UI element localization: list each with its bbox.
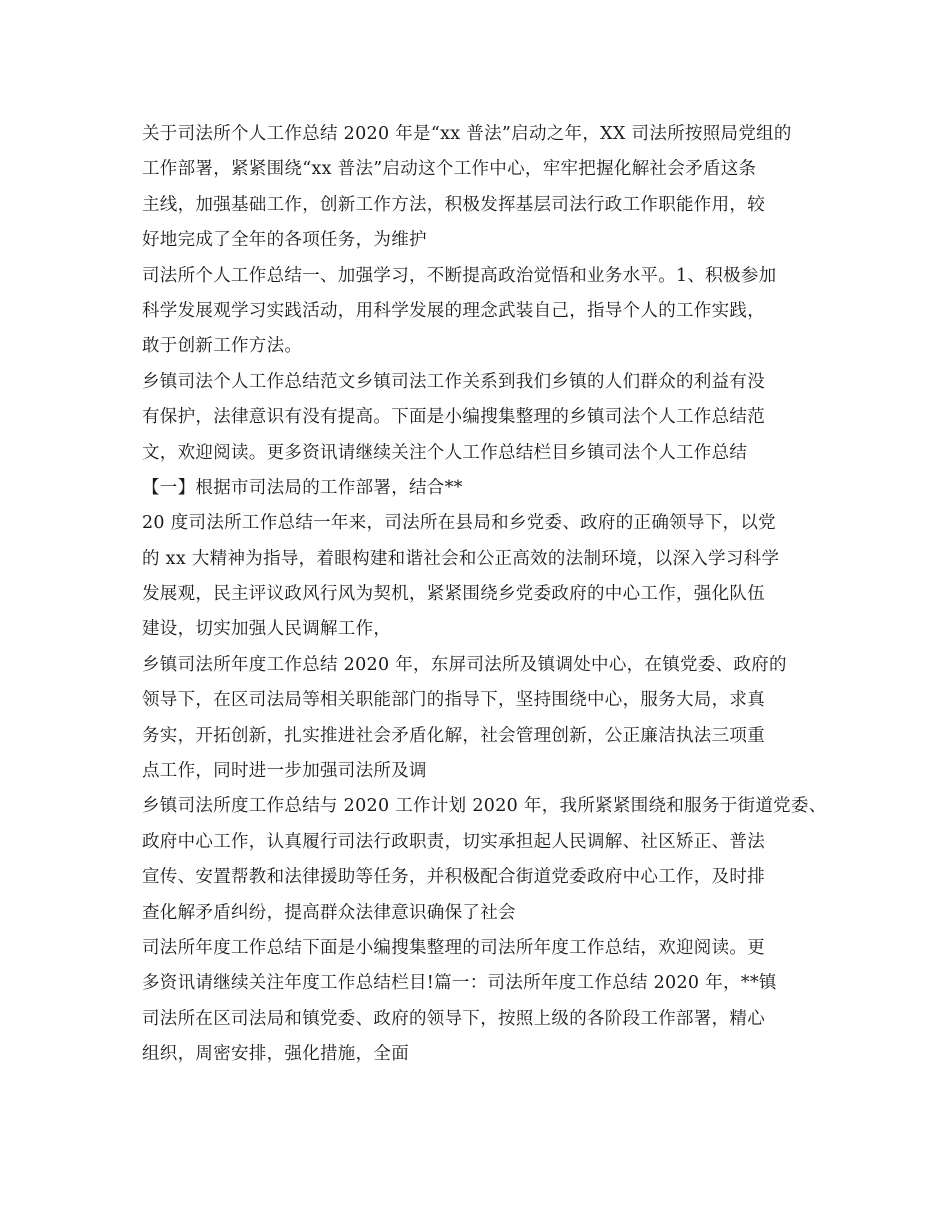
text-line: 敢于创新工作方法。 [142,336,303,357]
text-line: 文，欢迎阅读。更多资讯请继续关注个人工作总结栏目乡镇司法个人工作总结 [142,442,748,463]
text-line: 司法所在区司法局和镇党委、政府的领导下，按照上级的各阶段工作部署，精心 [142,1008,765,1029]
text-line: 建设，切实加强人民调解工作， [142,619,392,640]
text-line: 科学发展观学习实践活动，用科学发展的理念武装自己，指导个人的工作实践， [142,300,765,321]
text-line: 工作部署，紧紧围绕“xx 普法”启动这个工作中心，牢牢把握化解社会矛盾这条 [142,159,757,180]
text-line: 乡镇司法所年度工作总结 2020 年，东屏司法所及镇调处中心，在镇党委、政府的 [142,654,787,675]
text-line: 多资讯请继续关注年度工作总结栏目!篇一：司法所年度工作总结 2020 年，**镇 [142,973,777,994]
text-line: 点工作，同时进一步加强司法所及调 [142,761,427,782]
text-line: 司法所年度工作总结下面是小编搜集整理的司法所年度工作总结，欢迎阅读。更 [142,937,765,958]
text-line: 20 度司法所工作总结一年来，司法所在县局和乡党委、政府的正确领导下，以党 [142,513,776,534]
document-body [142,117,842,1073]
text-line: 【一】根据市司法局的工作部署，结合** [142,477,463,498]
text-line: 查化解矛盾纠纷，提高群众法律意识确保了社会 [142,902,516,923]
text-line: 好地完成了全年的各项任务，为维护 [142,230,427,251]
text-line: 政府中心工作，认真履行司法行政职责，切实承担起人民调解、社区矫正、普法 [142,831,765,852]
text-line: 宣传、安置帮教和法律援助等任务，并积极配合街道党委政府中心工作，及时排 [142,867,765,888]
text-line: 关于司法所个人工作总结 2020 年是“xx 普法”启动之年，XX 司法所按照局党组的 [142,124,792,144]
text-line: 主线，加强基础工作，创新工作方法，积极发挥基层司法行政工作职能作用，较 [142,194,765,215]
text-line: 务实，开拓创新，扎实推进社会矛盾化解，社会管理创新，公正廉洁执法三项重 [142,725,765,746]
text-line: 司法所个人工作总结一、加强学习，不断提高政治觉悟和业务水平。1、积极参加 [142,265,777,286]
text-line: 乡镇司法所度工作总结与 2020 工作计划 2020 年，我所紧紧围绕和服务于街道党委、 [142,796,827,817]
text-line: 的 xx 大精神为指导，着眼构建和谐社会和公正高效的法制环境，以深入学习科学 [142,548,780,569]
text-line: 组织，周密安排，强化措施，全面 [142,1044,409,1065]
text-line: 乡镇司法个人工作总结范文乡镇司法工作关系到我们乡镇的人们群众的利益有没 [142,371,765,392]
text-line: 发展观，民主评议政风行风为契机，紧紧围绕乡党委政府的中心工作，强化队伍 [142,584,765,605]
text-line: 有保护，法律意识有没有提高。下面是小编搜集整理的乡镇司法个人工作总结范 [142,407,765,428]
text-line: 领导下，在区司法局等相关职能部门的指导下，坚持围绕中心，服务大局，求真 [142,690,765,711]
